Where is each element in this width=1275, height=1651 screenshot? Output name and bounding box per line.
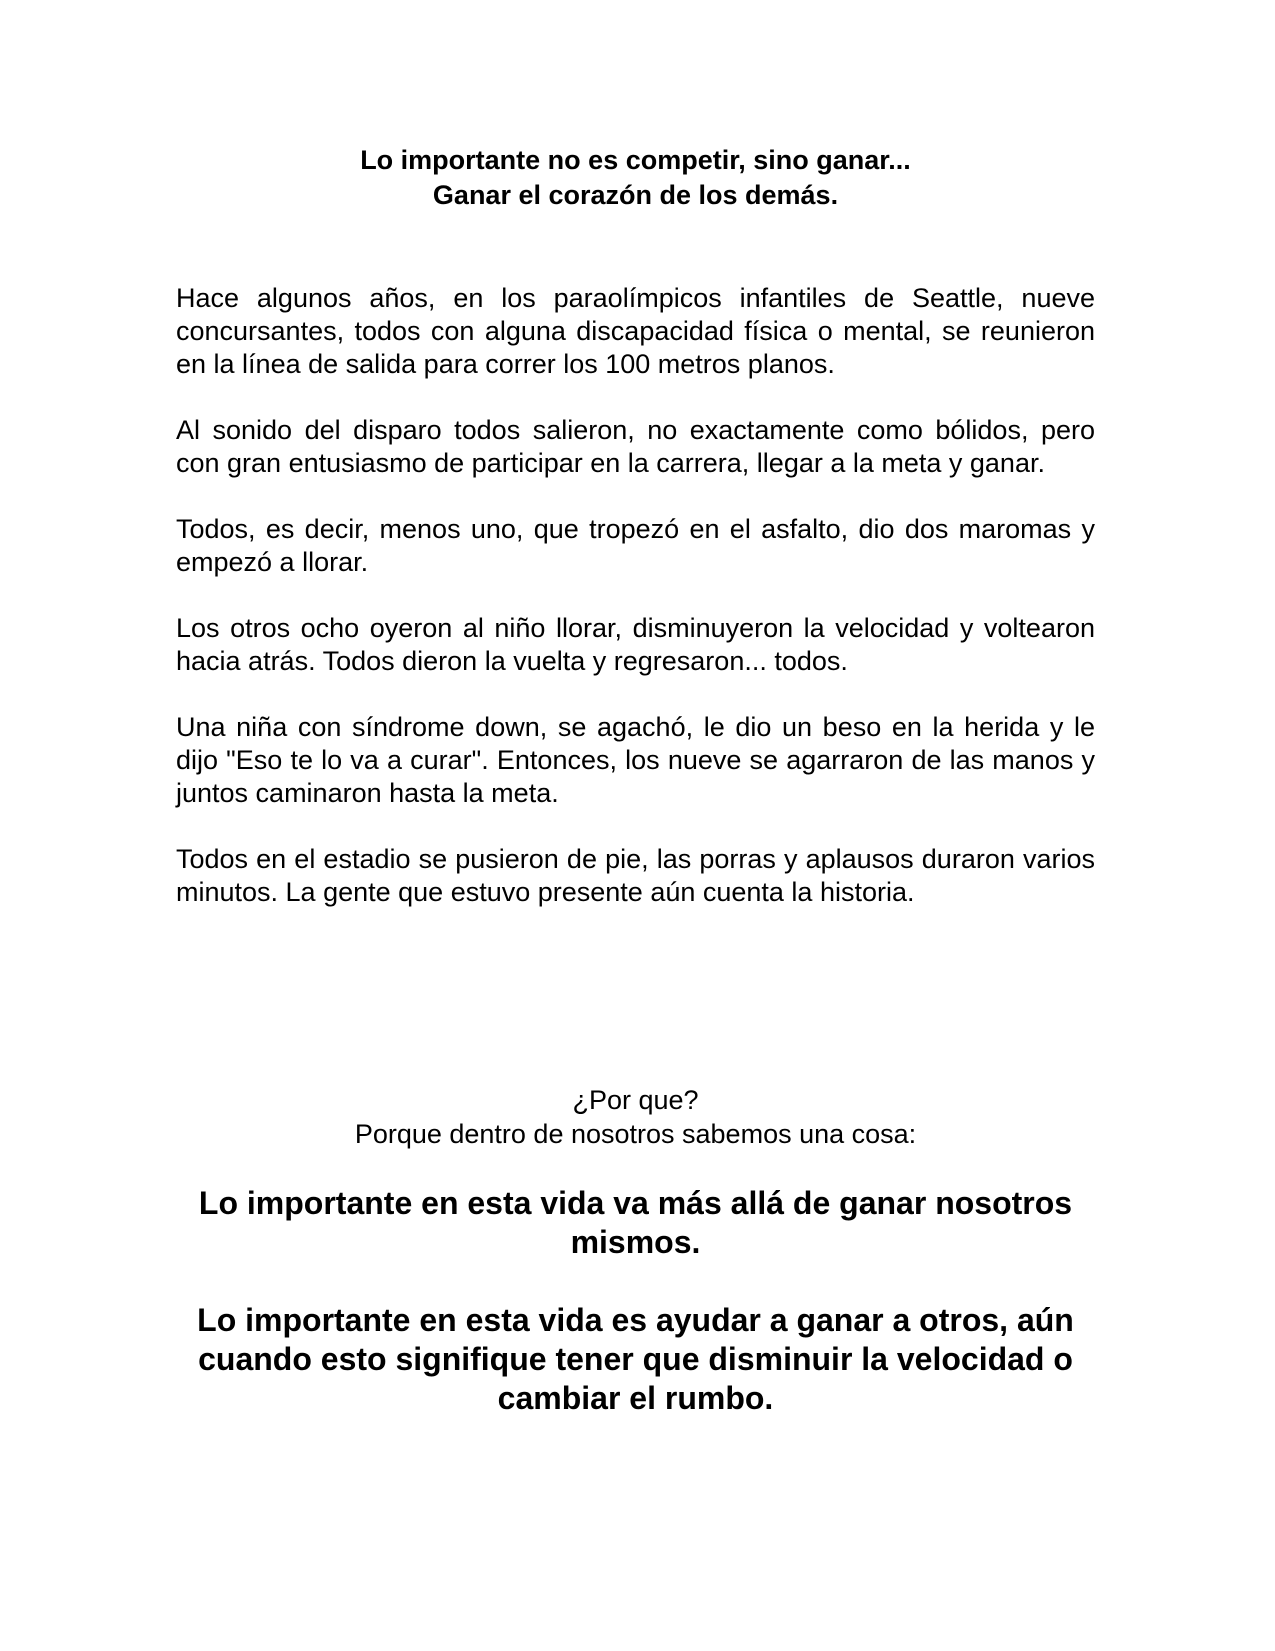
title-line-2: Ganar el corazón de los demás. (432, 180, 839, 210)
paragraph: Al sonido del disparo todos salieron, no exactamente como bólidos, pero con gran entusiasmo de participar en la carrera, llegar a la meta y ganar. (176, 415, 1095, 478)
story-body (176, 282, 1095, 942)
closing-statements (176, 1184, 1095, 1457)
paragraph: Todos en el estadio se pusieron de pie, las porras y aplausos duraron varios minutos. La gente que estuvo presente aún cuenta la historia. (176, 844, 1095, 907)
question-block (176, 1083, 1095, 1151)
answer-intro-line: Porque dentro de nosotros sabemos una cosa: (354, 1119, 917, 1149)
paragraph: Hace algunos años, en los paraolímpicos infantiles de Seattle, nueve concursantes, todos con alguna discapacidad física o mental, se reunieron en la línea de salida para correr los 100 metros planos. (176, 283, 1095, 379)
closing-statement: Lo importante en esta vida es ayudar a ganar a otros, aún cuando esto signifique tener que disminuir la velocidad o cambiar el rumbo. (197, 1302, 1074, 1416)
question-line: ¿Por que? (572, 1085, 699, 1115)
paragraph: Los otros ocho oyeron al niño llorar, disminuyeron la velocidad y voltearon hacia atrás. Todos dieron la vuelta y regresaron... todos. (176, 613, 1095, 676)
document-title (176, 143, 1095, 213)
paragraph: Todos, es decir, menos uno, que tropezó en el asfalto, dio dos maromas y empezó a llorar. (176, 514, 1095, 577)
title-line-1: Lo importante no es competir, sino ganar... (360, 145, 911, 175)
closing-statement: Lo importante en esta vida va más allá de ganar nosotros mismos. (198, 1185, 1073, 1260)
paragraph: Una niña con síndrome down, se agachó, le dio un beso en la herida y le dijo "Eso te lo va a curar". Entonces, los nueve se agarraron de las manos y juntos caminaron hasta la meta. (176, 712, 1095, 808)
